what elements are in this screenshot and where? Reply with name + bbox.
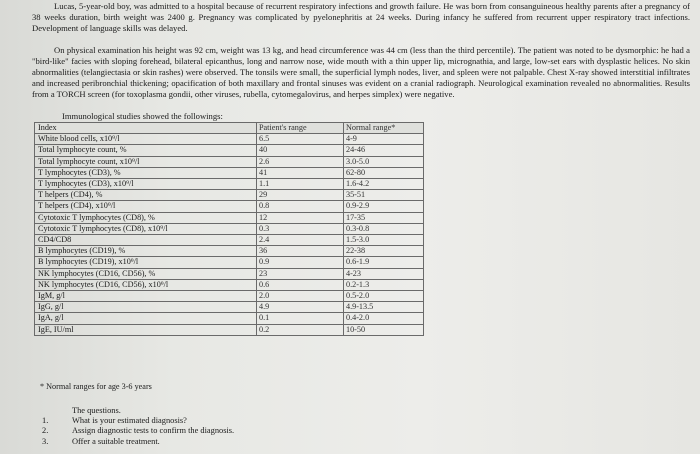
table-row <box>35 212 424 223</box>
header-normal-range: Normal range* <box>343 123 423 134</box>
row-patient-value: 0.6 <box>256 279 343 290</box>
row-index: IgE, IU/ml <box>35 324 257 335</box>
table-row <box>35 190 424 201</box>
row-normal-range: 4-9 <box>343 134 423 145</box>
question-number: 2. <box>42 426 49 436</box>
row-normal-range: 17-35 <box>343 212 423 223</box>
header-index: Index <box>35 123 257 134</box>
immunology-table <box>34 122 424 336</box>
row-index: CD4/CD8 <box>35 235 257 246</box>
question-number: 1. <box>42 416 49 425</box>
row-normal-range: 62-80 <box>343 167 423 178</box>
row-normal-range: 0.4-2.0 <box>343 313 423 324</box>
row-normal-range: 4-23 <box>343 268 423 279</box>
table-row <box>35 313 424 324</box>
row-index: T helpers (CD4), % <box>35 190 257 201</box>
row-normal-range: 0.5-2.0 <box>343 291 423 302</box>
row-patient-value: 1.1 <box>256 179 343 190</box>
header-patient-range: Patient's range <box>256 123 343 134</box>
row-index: B lymphocytes (CD19), x10⁹/l <box>35 257 257 268</box>
table-row <box>35 246 424 257</box>
row-patient-value: 12 <box>256 212 343 223</box>
row-normal-range: 0.9-2.9 <box>343 201 423 212</box>
row-index: Cytotoxic T lymphocytes (CD8), x10⁹/l <box>35 223 257 234</box>
row-index: B lymphocytes (CD19), % <box>35 246 257 257</box>
row-index: IgM, g/l <box>35 291 257 302</box>
row-patient-value: 41 <box>256 167 343 178</box>
question-text: What is your estimated diagnosis? <box>72 416 187 425</box>
row-index: Total lymphocyte count, % <box>35 145 257 156</box>
case-paragraph-2: On physical examination his height was 92 cm, weight was 13 kg, and head circumference was 44 cm (less than the third percentile). The patient was noted to be dysmorphic: he had a "bird-like" facies with sloping forehead, bilateral epicanthus, long and narrow nose, wide mouth with a thin upper lip, micrognathia, and large, low-set ears with dysplastic helices. No skin abnormalities (telangiectasia or skin rashes) were observed. The tonsils were small, the superficial lymph nodes, liver, and spleen were not palpable. Chest X-ray showed interstitial infiltrates and increased peribronchial thickening; opacification of both maxillary and frontal sinuses was evident on a cranial radiograph. Neurological examination revealed no abnormalities. Results from a TORCH screen (for toxoplasma gondii, other viruses, rubella, cytomegalovirus, and herpes simplex) were negative. <box>32 45 690 100</box>
row-patient-value: 2.4 <box>256 235 343 246</box>
table-row <box>35 235 424 246</box>
row-normal-range: 4.9-13.5 <box>343 302 423 313</box>
row-index: White blood cells, x10⁹/l <box>35 134 257 145</box>
question-number: 3. <box>42 436 49 446</box>
table-heading: Immunological studies showed the followings: <box>62 111 223 121</box>
question-text: Assign diagnostic tests to confirm the diagnosis. <box>72 426 235 436</box>
question-item <box>42 416 234 426</box>
row-normal-range: 1.6-4.2 <box>343 179 423 190</box>
row-normal-range: 22-38 <box>343 246 423 257</box>
row-patient-value: 0.3 <box>256 223 343 234</box>
row-normal-range: 35-51 <box>343 190 423 201</box>
row-normal-range: 0.6-1.9 <box>343 257 423 268</box>
row-index: T lymphocytes (CD3), x10⁹/l <box>35 179 257 190</box>
table-footnote: * Normal ranges for age 3-6 years <box>40 382 152 391</box>
table-row <box>35 179 424 190</box>
row-patient-value: 0.1 <box>256 313 343 324</box>
questions-list <box>42 416 234 447</box>
table-row <box>35 167 424 178</box>
row-index: IgG, g/l <box>35 302 257 313</box>
row-patient-value: 0.9 <box>256 257 343 268</box>
row-index: NK lymphocytes (CD16, CD56), % <box>35 268 257 279</box>
row-index: Total lymphocyte count, x10⁹/l <box>35 156 257 167</box>
table-row <box>35 268 424 279</box>
row-patient-value: 0.2 <box>256 324 343 335</box>
row-patient-value: 2.0 <box>256 291 343 302</box>
question-item <box>42 426 234 436</box>
table-row <box>35 291 424 302</box>
row-index: Cytotoxic T lymphocytes (CD8), % <box>35 212 257 223</box>
row-index: NK lymphocytes (CD16, CD56), x10⁹/l <box>35 279 257 290</box>
question-text: Offer a suitable treatment. <box>72 436 160 446</box>
row-patient-value: 4.9 <box>256 302 343 313</box>
row-patient-value: 23 <box>256 268 343 279</box>
row-index: IgA, g/l <box>35 313 257 324</box>
row-normal-range: 0.3-0.8 <box>343 223 423 234</box>
row-normal-range: 3.0-5.0 <box>343 156 423 167</box>
table-row <box>35 302 424 313</box>
questions-heading: The questions. <box>72 406 121 415</box>
table-row <box>35 257 424 268</box>
table-header-row <box>35 123 424 134</box>
row-patient-value: 6.5 <box>256 134 343 145</box>
question-item <box>42 437 234 447</box>
table-row <box>35 134 424 145</box>
row-patient-value: 36 <box>256 246 343 257</box>
table-row <box>35 324 424 335</box>
case-paragraph-1: Lucas, 5-year-old boy, was admitted to a hospital because of recurrent respiratory infections and growth failure. He was born from consanguineous healthy parents after a pregnancy of 38 weeks duration, birth weight was 2400 g. Pregnancy was complicated by pyelonephritis at 24 weeks. During infancy he suffered from recurrent upper respiratory tract infections. Development of language skills was delayed. <box>32 1 690 34</box>
row-patient-value: 2.6 <box>256 156 343 167</box>
table-row <box>35 223 424 234</box>
row-patient-value: 0.8 <box>256 201 343 212</box>
row-normal-range: 0.2-1.3 <box>343 279 423 290</box>
table-row <box>35 201 424 212</box>
row-normal-range: 24-46 <box>343 145 423 156</box>
table-row <box>35 279 424 290</box>
row-index: T helpers (CD4), x10⁹/l <box>35 201 257 212</box>
row-index: T lymphocytes (CD3), % <box>35 167 257 178</box>
row-patient-value: 40 <box>256 145 343 156</box>
row-patient-value: 29 <box>256 190 343 201</box>
table-row <box>35 156 424 167</box>
table-row <box>35 145 424 156</box>
row-normal-range: 10-50 <box>343 324 423 335</box>
row-normal-range: 1.5-3.0 <box>343 235 423 246</box>
